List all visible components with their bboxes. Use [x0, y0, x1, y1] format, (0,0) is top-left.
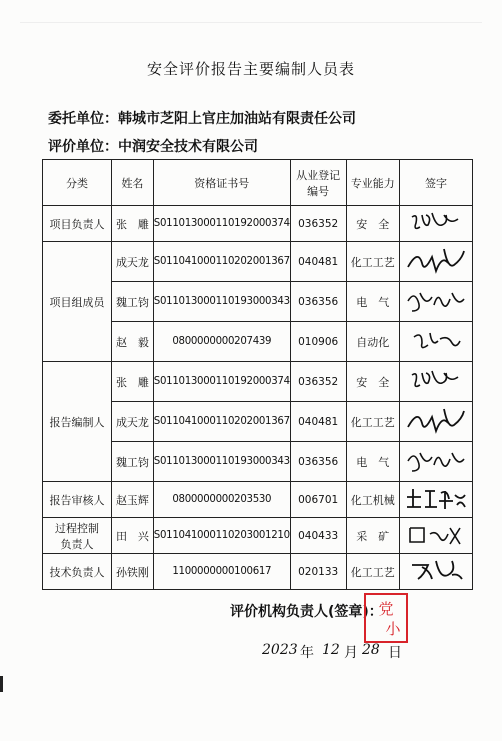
signature-cell: [400, 554, 473, 590]
header-name: 姓名: [112, 160, 154, 206]
cell-reg: 036356: [290, 282, 346, 322]
cell-name: 张 雕: [112, 206, 154, 242]
handwritten-signature-icon: [404, 283, 468, 317]
category-process-control: [43, 518, 112, 554]
cell-specialty: 化工机械: [346, 482, 400, 518]
cell-cert: S011041000110202001367: [153, 242, 290, 282]
handwritten-signature-icon: [404, 403, 468, 437]
signature-cell: [400, 482, 473, 518]
signature-cell: [400, 442, 473, 482]
cell-reg: 010906: [290, 322, 346, 362]
date-day: 28: [362, 642, 380, 658]
cell-cert: 0800000000203530: [153, 482, 290, 518]
cell-specialty: 化工工艺: [346, 402, 400, 442]
header-reg: [290, 160, 346, 206]
cell-cert: 0800000000207439: [153, 322, 290, 362]
signature-date: [262, 638, 422, 668]
category-tech-lead: 技术负责人: [43, 554, 112, 590]
cell-specialty: 安 全: [346, 362, 400, 402]
header-specialty: 专业能力: [346, 160, 400, 206]
cell-reg: 036356: [290, 442, 346, 482]
cell-specialty: 自动化: [346, 322, 400, 362]
cell-cert: S011013000110192000374: [153, 206, 290, 242]
cell-cert: 1100000000100617: [153, 554, 290, 590]
cell-specialty: 化工工艺: [346, 242, 400, 282]
date-year-unit: 年: [300, 645, 314, 661]
cell-name: 孙铁刚: [112, 554, 154, 590]
date-day-unit: 日: [388, 645, 402, 661]
date-year: 2023: [262, 642, 298, 658]
table-row: [43, 554, 473, 590]
category-project-lead: 项目负责人: [43, 206, 112, 242]
handwritten-signature-icon: [404, 443, 468, 477]
cell-name: 田 兴: [112, 518, 154, 554]
header-category: 分类: [43, 160, 112, 206]
category-process-control-line2: 负责人: [60, 537, 94, 551]
category-reviewer: 报告审核人: [43, 482, 112, 518]
cell-specialty: 电 气: [346, 282, 400, 322]
page-title: 安全评价报告主要编制人员表: [146, 60, 355, 78]
cell-cert: S011013000110192000374: [153, 362, 290, 402]
signature-cell: [400, 206, 473, 242]
scan-edge: [20, 22, 482, 23]
signature-cell: [400, 402, 473, 442]
cell-name: 张 雕: [112, 362, 154, 402]
official-seal-icon: [363, 592, 409, 644]
cell-name: 赵 毅: [112, 322, 154, 362]
signature-cell: [400, 242, 473, 282]
cell-cert: S011041000110202001367: [153, 402, 290, 442]
cell-reg: 036352: [290, 206, 346, 242]
handwritten-signature-icon: [406, 555, 466, 585]
cell-cert: S011013000110193000343: [153, 282, 290, 322]
evaluator-line: 评价单位：中润安全技术有限公司: [48, 139, 258, 155]
footer-label: 评价机构负责人(签章)：: [230, 604, 383, 620]
handwritten-signature-icon: [406, 365, 466, 395]
cell-reg: 020133: [290, 554, 346, 590]
signature-cell: [400, 518, 473, 554]
category-team-members: 项目组成员: [43, 242, 112, 362]
scan-edge-mark: [0, 676, 3, 692]
table-row: [43, 242, 473, 282]
signature-cell: [400, 282, 473, 322]
signature-cell: [400, 362, 473, 402]
svg-text:党: 党: [378, 600, 394, 618]
handwritten-signature-icon: [404, 243, 468, 277]
cell-specialty: 电 气: [346, 442, 400, 482]
handwritten-signature-icon: [408, 325, 464, 355]
table-header-row: [43, 160, 473, 206]
date-month-unit: 月: [344, 645, 358, 661]
header-signature: 签字: [400, 160, 473, 206]
client-line: 委托单位：韩城市芝阳上官庄加油站有限责任公司: [48, 111, 356, 127]
cell-name: 成天龙: [112, 402, 154, 442]
cell-specialty: 安 全: [346, 206, 400, 242]
table-row: [43, 518, 473, 554]
cell-name: 魏工钧: [112, 282, 154, 322]
cell-reg: 040481: [290, 402, 346, 442]
cell-name: 魏工钧: [112, 442, 154, 482]
category-report-writers: 报告编制人: [43, 362, 112, 482]
cell-cert: S011013000110193000343: [153, 442, 290, 482]
table-row: [43, 482, 473, 518]
header-reg-line1: 从业登记: [296, 168, 341, 182]
category-process-control-line1: 过程控制: [55, 521, 100, 535]
handwritten-signature-icon: [403, 483, 469, 513]
cell-specialty: 采 矿: [346, 518, 400, 554]
cell-name: 成天龙: [112, 242, 154, 282]
date-month: 12: [322, 642, 340, 658]
handwritten-signature-icon: [406, 520, 466, 548]
table-row: [43, 206, 473, 242]
signature-cell: [400, 322, 473, 362]
personnel-table: [42, 159, 473, 590]
cell-cert: S011041000110203001210: [153, 518, 290, 554]
cell-name: 赵玉辉: [112, 482, 154, 518]
cell-reg: 040433: [290, 518, 346, 554]
cell-specialty: 化工工艺: [346, 554, 400, 590]
cell-reg: 006701: [290, 482, 346, 518]
header-reg-line2: 编号: [307, 184, 330, 198]
header-cert: 资格证书号: [153, 160, 290, 206]
cell-reg: 036352: [290, 362, 346, 402]
cell-reg: 040481: [290, 242, 346, 282]
handwritten-signature-icon: [406, 207, 466, 237]
table-row: [43, 362, 473, 402]
svg-text:小: 小: [385, 620, 401, 638]
